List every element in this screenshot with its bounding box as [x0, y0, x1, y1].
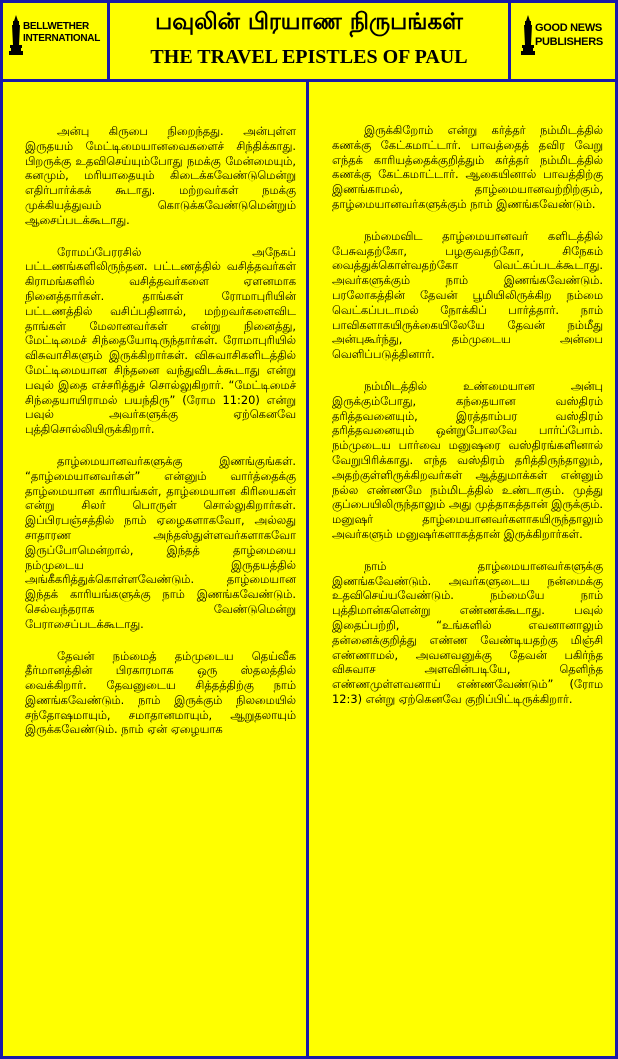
page-title-english: THE TRAVEL EPISTLES OF PAUL [150, 46, 468, 68]
right-column [312, 82, 615, 1056]
paragraph: நம்மைவிட தாழ்மையானவர் களிடத்தில் பேசுவதற்கோ, பழகுவதற்கோ, சிநேகம் வைத்துக்கொள்வதற்கோ வெட்கப்படக்கூடாது. அவர்களுக்கும் நாம் இணங்கவேண்டும். பரலோகத்தின் தேவன் பூமியிலிருக்கிற நம்மை வெட்கப்படாமல் நோக்கிப் பார்த்தார். நாம் பாவிகளாகயிருக்கையிலேயே தேவன் நம்மீது அன்புகூர்ந்து, தம்முடைய அன்பை வெளிப்படுத்தினார். [332, 228, 603, 362]
lamp-icon [521, 15, 535, 55]
logo-right-line2: PUBLISHERS [535, 36, 603, 48]
paragraph: இருக்கிறோம் என்று கர்த்தர் நம்மிடத்தில் கணக்கு கேட்கமாட்டார். பாவத்தைத் தவிர வேறு எந்தக் காரியத்தைக்குறித்தும் கர்த்தர் நம்மிடத்தில் கணக்கு கேட்கமாட்டார். ஆகையினால் பாவத்திற்கு இணங்காமல், தாழ்மையானவற்றிற்கும், தாழ்மையானவர்களுக்கும் நாம் இணங்கவேண்டும். [332, 123, 603, 211]
paragraph: தாழ்மையானவர்களுக்கு இணங்குங்கள். “தாழ்மையானவர்கள்” என்னும் வார்த்தைக்கு தாழ்மையான காரியங்கள், தாழ்மையான கிரியைகள் என்று சிலர் பொருள் சொல்லுகிறார்கள். இப்பிரபஞ்சத்தில் நாம் ஏழைகளாகவோ, அல்லது சாதாரண அந்தஸ்துள்ளவர்களாகவோ இருப்போமென்றால், இந்தத் தாழ்மையை நம்முடைய இருதயத்தில் அங்கீகரித்துக்கொள்ளவேண்டும். தாழ்மையான இந்தக் காரியங்களுக்கு நாம் இணங்கவேண்டும். செல்வந்தராக வேண்டுமென்று பேராசைப்படக்கூடாது. [25, 453, 296, 631]
title-block [110, 3, 508, 79]
bellwether-logo [3, 3, 110, 79]
logo-left-line1: BELLWETHER [23, 21, 89, 32]
paragraph: தேவன் நம்மைத் தம்முடைய தெய்வீக தீர்மானத்தின் பிரகாரமாக ஒரு ஸ்தலத்தில் வைக்கிறார். தேவனுடைய சித்தத்திற்கு நாம் இணங்கவேண்டும். நாம் இருக்கும் நிலமையில் சந்தோஷமாயும், சமாதானமாயும், ஆறுதலாயும் இருக்கவேண்டும். நாம் ஏன் ஏழையாக [25, 648, 296, 737]
good-news-logo [508, 3, 615, 79]
page-title-tamil: பவுலின் பிரயாண நிருபங்கள் [155, 9, 463, 35]
logo-right-line1: GOOD NEWS [535, 22, 602, 34]
logo-left-line2: INTERNATIONAL [23, 33, 101, 44]
paragraph: நாம் தாழ்மையானவர்களுக்கு இணங்கவேண்டும். அவர்களுடைய நன்மைக்கு உதவிசெய்யவேண்டும். நம்மையே நாம் புத்திமான்களென்று எண்ணக்கூடாது. பவுல் இதைப்பற்றி, “உங்களில் எவனானாலும் தன்னைக்குறித்து எண்ண வேண்டியதற்கு மிஞ்சி எண்ணாமல், அவனவனுக்கு தேவன் பகிர்ந்த விசுவாச அளவின்படியே, தெளிந்த எண்ணமுள்ளவனாய் எண்ணவேண்டும்” (ரோம 12:3) என்று ஏற்கெனவே குறிப்பிட்டிருக்கிறார். [332, 558, 603, 706]
paragraph: அன்பு கிருபை நிறைந்தது. அன்புள்ள இருதயம் மேட்டிமையானவைகளைச் சிந்திக்காது. பிறருக்கு உதவிசெய்யும்போது நமக்கு மேன்மையும், கனமும், மரியாதையும் கிடைக்கவேண்டுமென்று எதிர்பார்க்கக் கூடாது. மற்றவர்கள் நமக்கு முக்கியத்துவம் கொடுக்கவேண்டுமென்றும் ஆசைப்படக்கூடாது. [25, 124, 296, 227]
lamp-icon [9, 15, 23, 55]
paragraph: ரோமப்பேரரசில் அநேகப் பட்டணங்களிலிருந்தன. பட்டணத்தில் வசித்தவர்கள் கிராமங்களில் வசித்தவர்களை ஏளனமாக நினைத்தார்கள். தாங்கள் ரோமாபுரியின் பட்டணத்தில் வசிப்பதினால், மற்றவர்களைவிட தாங்கள் மேலானவர்கள் என்று நினைத்து, மேட்டிமைச் சிந்தையோடிருந்தார்கள். ரோமாபுரியில் விசுவாசிகளும் இருக்கிறார்கள். விசுவாசிகளிடத்தில் மேட்டிமையான சிந்தனை வந்துவிடக்கூடாது என்று பவுல் இதை எச்சரித்துச் சொல்லுகிறார். “மேட்டிமைச் சிந்தையாயிராமல் பயந்திரு” (ரோம 11:20) என்று பவுல் அவர்களுக்கு ஏற்கெனவே புத்திசொல்லியிருக்கிறார். [25, 244, 296, 437]
header [3, 3, 615, 82]
paragraph: நம்மிடத்தில் உண்மையான அன்பு இருக்கும்போது, கந்தையான வஸ்திரம் தரித்தவனையும், இரத்தாம்பர வஸ்திரம் தரித்தவனையும் ஒன்றுபோலவே பார்ப்போம். நம்முடைய பார்வை மனுஷரை வஸ்திரங்களினால் வேறுபிரிக்காது. எந்த வஸ்திரம் தரித்திருந்தாலும், அதற்குள்ளிருக்கிறவர்கள் ஆத்துமாக்கள் என்னும் நல்ல எண்ணமே நம்மிடத்தில் உண்டாகும். முத்து குப்பையிலிருந்தாலும் அது முத்தாகத்தான் இருக்கும். மனுஷர் தாழ்மையானவர்களாகயிருந்தாலும் அவர்களும் மனுஷர்களாகத்தான் இருக்கிறார்கள். [332, 378, 603, 541]
left-column [3, 82, 309, 1056]
